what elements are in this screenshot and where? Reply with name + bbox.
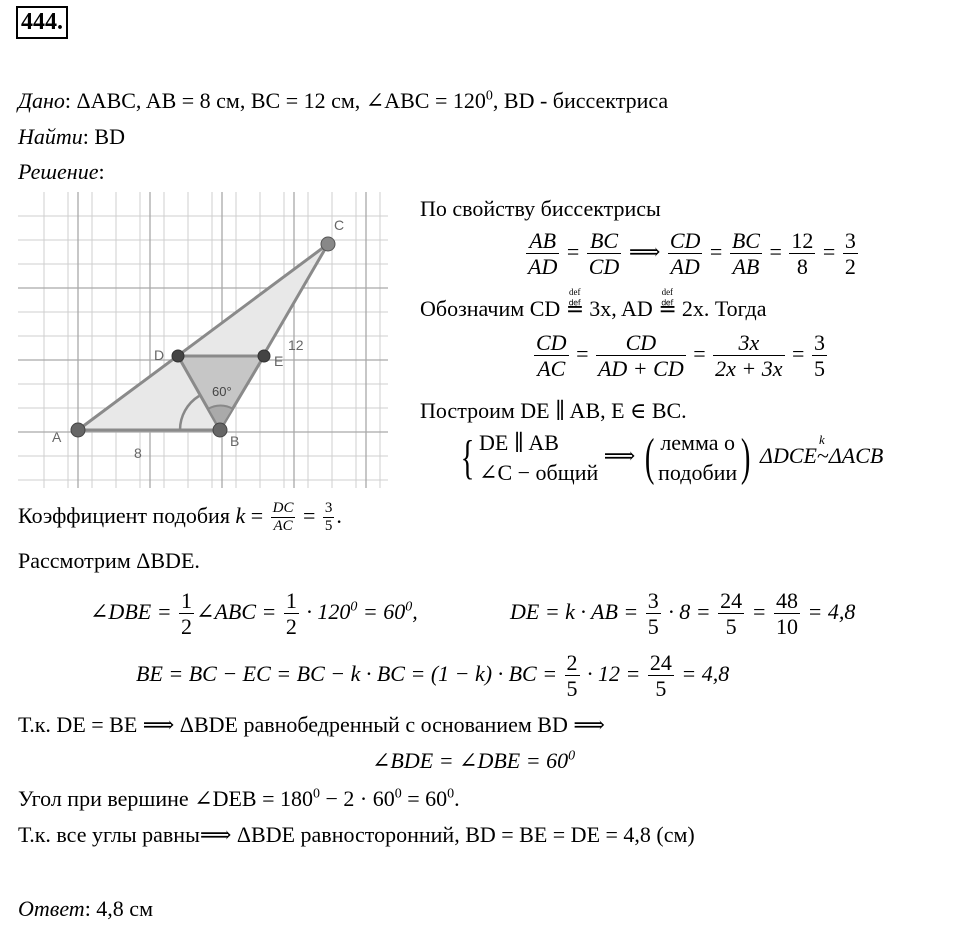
eq-text: ∠BDE = ∠DBE = 60 (372, 748, 569, 773)
frac-num: 1 (181, 588, 193, 613)
frac-num: 1 (285, 588, 297, 613)
line-be-value (136, 650, 729, 702)
eq-text: · 12 = (581, 660, 646, 686)
frac-den: 2 (181, 614, 193, 640)
frac-den: 2 (844, 254, 856, 280)
frac-den: 2x + 3x (715, 356, 783, 382)
label-bc: 12 (288, 337, 304, 353)
frac-num: CD (625, 330, 657, 355)
point-e (258, 350, 270, 362)
left-paren: ( (644, 429, 655, 486)
right-paren: ) (741, 429, 751, 486)
point-b (213, 423, 227, 437)
line-equilateral: Т.к. все углы равны⟹ ΔBDE равносторонний, BD = BE = DE = 4,8 (см) (18, 822, 695, 847)
eq-text: · 8 = (662, 598, 717, 624)
line-denote (420, 287, 767, 321)
frac-den: 2 (285, 614, 297, 640)
frac-num: 24 (720, 588, 743, 613)
degree-exp: 0 (568, 748, 576, 764)
frac-num: CD (536, 330, 567, 355)
denote-text: 2x. Тогда (676, 296, 767, 321)
line-bisector-ratios (524, 228, 860, 280)
label-a: A (52, 429, 62, 445)
system-row-1: DE ∥ AB (479, 430, 559, 455)
frac-num: 3 (813, 330, 825, 355)
label-e: E (274, 353, 284, 369)
frac-num: BC (589, 228, 619, 253)
coef-text: Коэффициент подобия (18, 502, 236, 528)
frac-den: 5 (648, 675, 674, 701)
line-vertex-angle (18, 788, 460, 810)
line-coefficient (18, 500, 342, 536)
solution-colon: : (98, 159, 105, 184)
frac-den: 5 (813, 356, 825, 382)
degree-exp: 0 (350, 599, 358, 615)
degree-exp: 0 (405, 599, 413, 615)
eq-text: ∠DBE = (90, 598, 178, 624)
implies-arrow: ⟹ (628, 238, 661, 264)
point-c (321, 237, 335, 251)
frac-num: 48 (775, 588, 798, 613)
def-equal: ≝ (658, 296, 677, 321)
equals: = (769, 238, 782, 264)
similarity-k: k (818, 432, 825, 448)
eq-text: = 60 (357, 598, 406, 624)
label-c: C (334, 217, 345, 233)
eq-text: − 2 · 60 (319, 786, 395, 811)
frac-num: AB (529, 228, 557, 253)
period: . (336, 502, 342, 528)
period: . (454, 786, 460, 811)
eq-text: ∠ABC = (196, 598, 282, 624)
degree-exp: 0 (394, 786, 402, 802)
find-label: Найти (18, 124, 83, 149)
line-construct: Построим DE ∥ AB, E ∈ BC. (420, 398, 687, 423)
eq-text: BE = BC − EC = BC − k · BC = (1 − k) · BC = (136, 660, 563, 686)
problem-number: 444. (16, 6, 68, 39)
frac-den: 5 (718, 613, 744, 639)
label-b: B (230, 433, 240, 449)
frac-den: AC (534, 355, 569, 381)
line-isosceles: Т.к. DE = BE ⟹ ΔBDE равнобедренный с основанием BD ⟹ (18, 712, 605, 737)
frac-num: 3 (324, 500, 333, 516)
def-mark: def (569, 287, 581, 297)
label-d: D (154, 347, 165, 363)
frac-den: 10 (775, 614, 798, 640)
eq-text: Угол при вершине ∠DEB = 180 (18, 786, 313, 811)
point-a (71, 423, 85, 437)
eq-text: = 4,8 (801, 598, 856, 624)
line-angle-equality (372, 750, 575, 772)
answer-text: : 4,8 см (84, 896, 153, 921)
eq-text: = 60 (401, 786, 448, 811)
frac-num: CD (669, 228, 701, 253)
given-tail: , BD - биссектриса (492, 88, 669, 113)
frac-den: 5 (324, 518, 333, 535)
comma: , (412, 598, 418, 624)
equals: = (566, 238, 580, 264)
answer-line (18, 898, 153, 920)
denote-text: 3x, AD (583, 296, 659, 321)
find-text: : BD (82, 124, 125, 149)
def-equal: ≝ (565, 296, 585, 321)
frac-den: AC (271, 517, 296, 535)
line-similarity (456, 428, 883, 488)
degree-exp: 0 (312, 786, 320, 802)
line-cd-ac-ratio (532, 330, 829, 382)
find-line (18, 126, 125, 148)
implies-arrow: ⟹ (603, 443, 636, 469)
equals: = (709, 238, 723, 264)
frac-num: 3 (844, 228, 856, 253)
frac-den: 5 (647, 614, 659, 640)
system-row-2: ∠C − общий (479, 460, 599, 485)
answer-label: Ответ (18, 896, 85, 921)
given-label: Дано (18, 88, 65, 113)
frac-num: DC (272, 500, 294, 516)
solution-label: Решение (18, 159, 99, 184)
eq-text: DE = k · AB = (510, 598, 644, 624)
frac-num: 3 (647, 588, 659, 613)
label-ab: 8 (134, 445, 142, 461)
frac-den: 8 (789, 253, 815, 279)
degree-exp: 0 (447, 786, 455, 802)
frac-num: BC (731, 228, 760, 253)
similar-sign: ~ (816, 443, 829, 469)
label-angle: 60° (212, 384, 232, 399)
line-angle-dbe (90, 588, 418, 640)
equals: = (822, 238, 836, 264)
triangle-figure (18, 192, 388, 488)
frac-den: CD (588, 254, 620, 280)
line-bisector-property: По свойству биссектрисы (420, 196, 661, 221)
def-mark: def (661, 287, 674, 297)
eq-text: = (746, 598, 772, 624)
frac-den: AD + CD (597, 356, 684, 382)
equals: = (245, 502, 269, 528)
frac-den: AD (528, 254, 558, 280)
triangle-dce: ΔDCE (760, 443, 817, 469)
paren-row-2: подобии (658, 460, 738, 485)
given-line (18, 90, 668, 112)
given-text: : ΔABC, AB = 8 см, BC = 12 см, ∠ABC = 120 (64, 88, 486, 113)
equals: = (693, 340, 706, 366)
equals: = (792, 340, 805, 366)
paren-row-1: лемма о (660, 430, 736, 455)
frac-den: AB (730, 253, 762, 279)
equals: = (297, 502, 321, 528)
frac-den: AD (668, 253, 703, 279)
frac-num: 2 (566, 650, 578, 675)
frac-num: 12 (791, 228, 814, 253)
triangle-acb: ΔACB (828, 443, 884, 469)
equals: = (576, 340, 589, 366)
eq-text: · 120 (300, 598, 351, 624)
point-d (172, 350, 184, 362)
frac-num: 3x (738, 330, 760, 355)
coef-k: k (235, 502, 246, 528)
frac-den: 5 (566, 676, 578, 702)
solution-line (18, 161, 105, 183)
degree-exp: 0 (485, 88, 493, 104)
left-brace: { (460, 431, 475, 484)
denote-text: Обозначим CD (420, 296, 566, 321)
line-consider: Рассмотрим ΔBDE. (18, 548, 200, 573)
frac-num: 24 (649, 650, 672, 675)
eq-text: = 4,8 (675, 660, 730, 686)
line-de-value (510, 588, 855, 640)
